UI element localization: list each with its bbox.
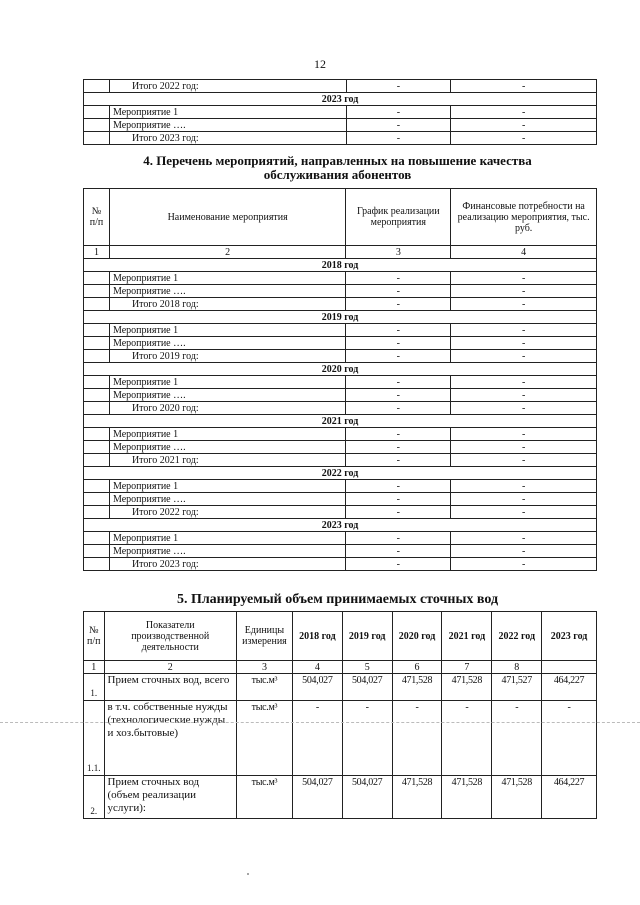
col-header-year: 2021 год bbox=[442, 612, 492, 661]
item-label: Мероприятие 1 bbox=[109, 272, 345, 285]
value-cell: - bbox=[292, 701, 342, 776]
table-row: Итого 2023 год: - - bbox=[84, 558, 597, 571]
year-row bbox=[84, 311, 597, 324]
year-label: 2022 год bbox=[84, 467, 597, 480]
year-label: 2020 год bbox=[84, 363, 597, 376]
indicator-name: Прием сточных вод, всего bbox=[104, 674, 236, 701]
item-label: Мероприятие 1 bbox=[109, 376, 345, 389]
year-label: 2023 год bbox=[84, 93, 597, 106]
table-row: Итого 2022 год: - - bbox=[84, 506, 597, 519]
col-header-num: № п/п bbox=[84, 189, 110, 246]
section-4-title: 4. Перечень мероприятий, направленных на повышение качества обслуживания абонентов bbox=[143, 153, 532, 182]
item-label: Мероприятие 1 bbox=[109, 532, 345, 545]
year-row bbox=[84, 93, 597, 106]
value-cell: 464,227 bbox=[542, 674, 597, 701]
value-cell: 464,227 bbox=[542, 776, 597, 819]
table-row: Мероприятие 1 - - bbox=[84, 106, 597, 119]
value-cell: 504,027 bbox=[292, 776, 342, 819]
col-header-year: 2020 год bbox=[392, 612, 442, 661]
table-row bbox=[84, 674, 597, 701]
unit: тыс.м³ bbox=[236, 701, 292, 776]
table-row bbox=[84, 701, 597, 776]
value-cell: - bbox=[542, 701, 597, 776]
page-number: 12 bbox=[314, 57, 326, 71]
table-row: Мероприятие …. - - bbox=[84, 119, 597, 132]
item-label: Мероприятие …. bbox=[109, 389, 345, 402]
table-row: Итого 2019 год: - - bbox=[84, 350, 597, 363]
col-header-year: 2023 год bbox=[542, 612, 597, 661]
item-label: Мероприятие …. bbox=[109, 337, 345, 350]
scan-artifact-dot bbox=[247, 873, 249, 875]
measures-table bbox=[83, 188, 597, 571]
year-label: 2019 год bbox=[84, 311, 597, 324]
value-cell: 471,528 bbox=[442, 674, 492, 701]
value-cell: - bbox=[392, 701, 442, 776]
column-number-row: 1 2 3 4 5 6 7 8 bbox=[84, 661, 597, 674]
col-header-indicator: Показатели производственной деятельности bbox=[104, 612, 236, 661]
wastewater-volume-table bbox=[83, 611, 597, 819]
value-cell: 504,027 bbox=[342, 674, 392, 701]
total-label: Итого 2019 год: bbox=[109, 350, 345, 363]
item-label: Мероприятие 1 bbox=[109, 324, 345, 337]
total-label: Итого 2023 год: bbox=[109, 558, 345, 571]
row-number: 1.1. bbox=[84, 701, 105, 776]
year-row bbox=[84, 415, 597, 428]
item-label: Мероприятие …. bbox=[109, 441, 345, 454]
item-label: Мероприятие …. bbox=[109, 285, 345, 298]
total-label: Итого 2023 год: bbox=[109, 132, 346, 145]
year-row bbox=[84, 467, 597, 480]
year-label: 2021 год bbox=[84, 415, 597, 428]
table-row: Мероприятие …. - - bbox=[84, 493, 597, 506]
table-row: Итого 2022 год: - - bbox=[84, 80, 597, 93]
col-header-schedule: График реализации мероприятия bbox=[346, 189, 451, 246]
item-label: Мероприятие …. bbox=[109, 545, 345, 558]
col-header-year: 2019 год bbox=[342, 612, 392, 661]
value-cell: - bbox=[342, 701, 392, 776]
value-cell: 471,528 bbox=[392, 776, 442, 819]
total-label: Итого 2021 год: bbox=[109, 454, 345, 467]
table-row: Мероприятие 1 - - bbox=[84, 532, 597, 545]
value-cell: - bbox=[442, 701, 492, 776]
table-header-row bbox=[84, 612, 597, 661]
row-number: 1. bbox=[84, 674, 105, 701]
total-label: Итого 2018 год: bbox=[109, 298, 345, 311]
value-cell: - bbox=[492, 701, 542, 776]
unit: тыс.м³ bbox=[236, 776, 292, 819]
table-row bbox=[84, 776, 597, 819]
table-row: Мероприятие …. - - bbox=[84, 545, 597, 558]
indicator-name: Прием сточных вод (объем реализации услуги): bbox=[104, 776, 236, 819]
col-header-finance: Финансовые потребности на реализацию мероприятия, тыс. руб. bbox=[451, 189, 597, 246]
indicator-name: в т.ч. собственные нужды (технологические нужды и хоз.бытовые) bbox=[104, 701, 236, 776]
table-row: Мероприятие 1 - - bbox=[84, 376, 597, 389]
column-number-row: 1 2 3 4 bbox=[84, 246, 597, 259]
total-label: Итого 2020 год: bbox=[109, 402, 345, 415]
value-cell: 471,528 bbox=[442, 776, 492, 819]
col-header-year: 2022 год bbox=[492, 612, 542, 661]
year-label: 2018 год bbox=[84, 259, 597, 272]
table-header-row bbox=[84, 189, 597, 246]
item-label: Мероприятие …. bbox=[109, 119, 346, 132]
value-cell: 471,528 bbox=[392, 674, 442, 701]
year-row bbox=[84, 259, 597, 272]
col-header-name: Наименование мероприятия bbox=[109, 189, 345, 246]
item-label: Мероприятие …. bbox=[109, 493, 345, 506]
table-row: Итого 2023 год: - - bbox=[84, 132, 597, 145]
table-row: Мероприятие …. - - bbox=[84, 441, 597, 454]
unit: тыс.м³ bbox=[236, 674, 292, 701]
table-row: Мероприятие …. - - bbox=[84, 337, 597, 350]
value-cell: 471,528 bbox=[492, 776, 542, 819]
table-row: Мероприятие …. - - bbox=[84, 285, 597, 298]
item-label: Мероприятие 1 bbox=[109, 428, 345, 441]
item-label: Мероприятие 1 bbox=[109, 106, 346, 119]
value-cell: 504,027 bbox=[292, 674, 342, 701]
continuation-table bbox=[83, 79, 597, 145]
item-label: Мероприятие 1 bbox=[109, 480, 345, 493]
table-row: Итого 2021 год: - - bbox=[84, 454, 597, 467]
table-row: Мероприятие …. - - bbox=[84, 389, 597, 402]
table-row: Мероприятие 1 - - bbox=[84, 480, 597, 493]
total-label: Итого 2022 год: bbox=[109, 80, 346, 93]
total-label: Итого 2022 год: bbox=[109, 506, 345, 519]
measures-table-body bbox=[84, 259, 597, 571]
scan-artifact-line bbox=[0, 722, 640, 723]
table-row: Мероприятие 1 - - bbox=[84, 272, 597, 285]
col-header-year: 2018 год bbox=[292, 612, 342, 661]
year-row bbox=[84, 519, 597, 532]
section-5-title: 5. Планируемый объем принимаемых сточных вод bbox=[176, 592, 499, 607]
year-row bbox=[84, 363, 597, 376]
value-cell: 471,527 bbox=[492, 674, 542, 701]
col-header-num: № п/п bbox=[84, 612, 105, 661]
table-row: Мероприятие 1 - - bbox=[84, 324, 597, 337]
wastewater-table-body bbox=[84, 674, 597, 819]
col-header-unit: Единицы измерения bbox=[236, 612, 292, 661]
table-row: Мероприятие 1 - - bbox=[84, 428, 597, 441]
table-row: Итого 2018 год: - - bbox=[84, 298, 597, 311]
value-cell: 504,027 bbox=[342, 776, 392, 819]
table-row: Итого 2020 год: - - bbox=[84, 402, 597, 415]
row-number: 2. bbox=[84, 776, 105, 819]
year-label: 2023 год bbox=[84, 519, 597, 532]
